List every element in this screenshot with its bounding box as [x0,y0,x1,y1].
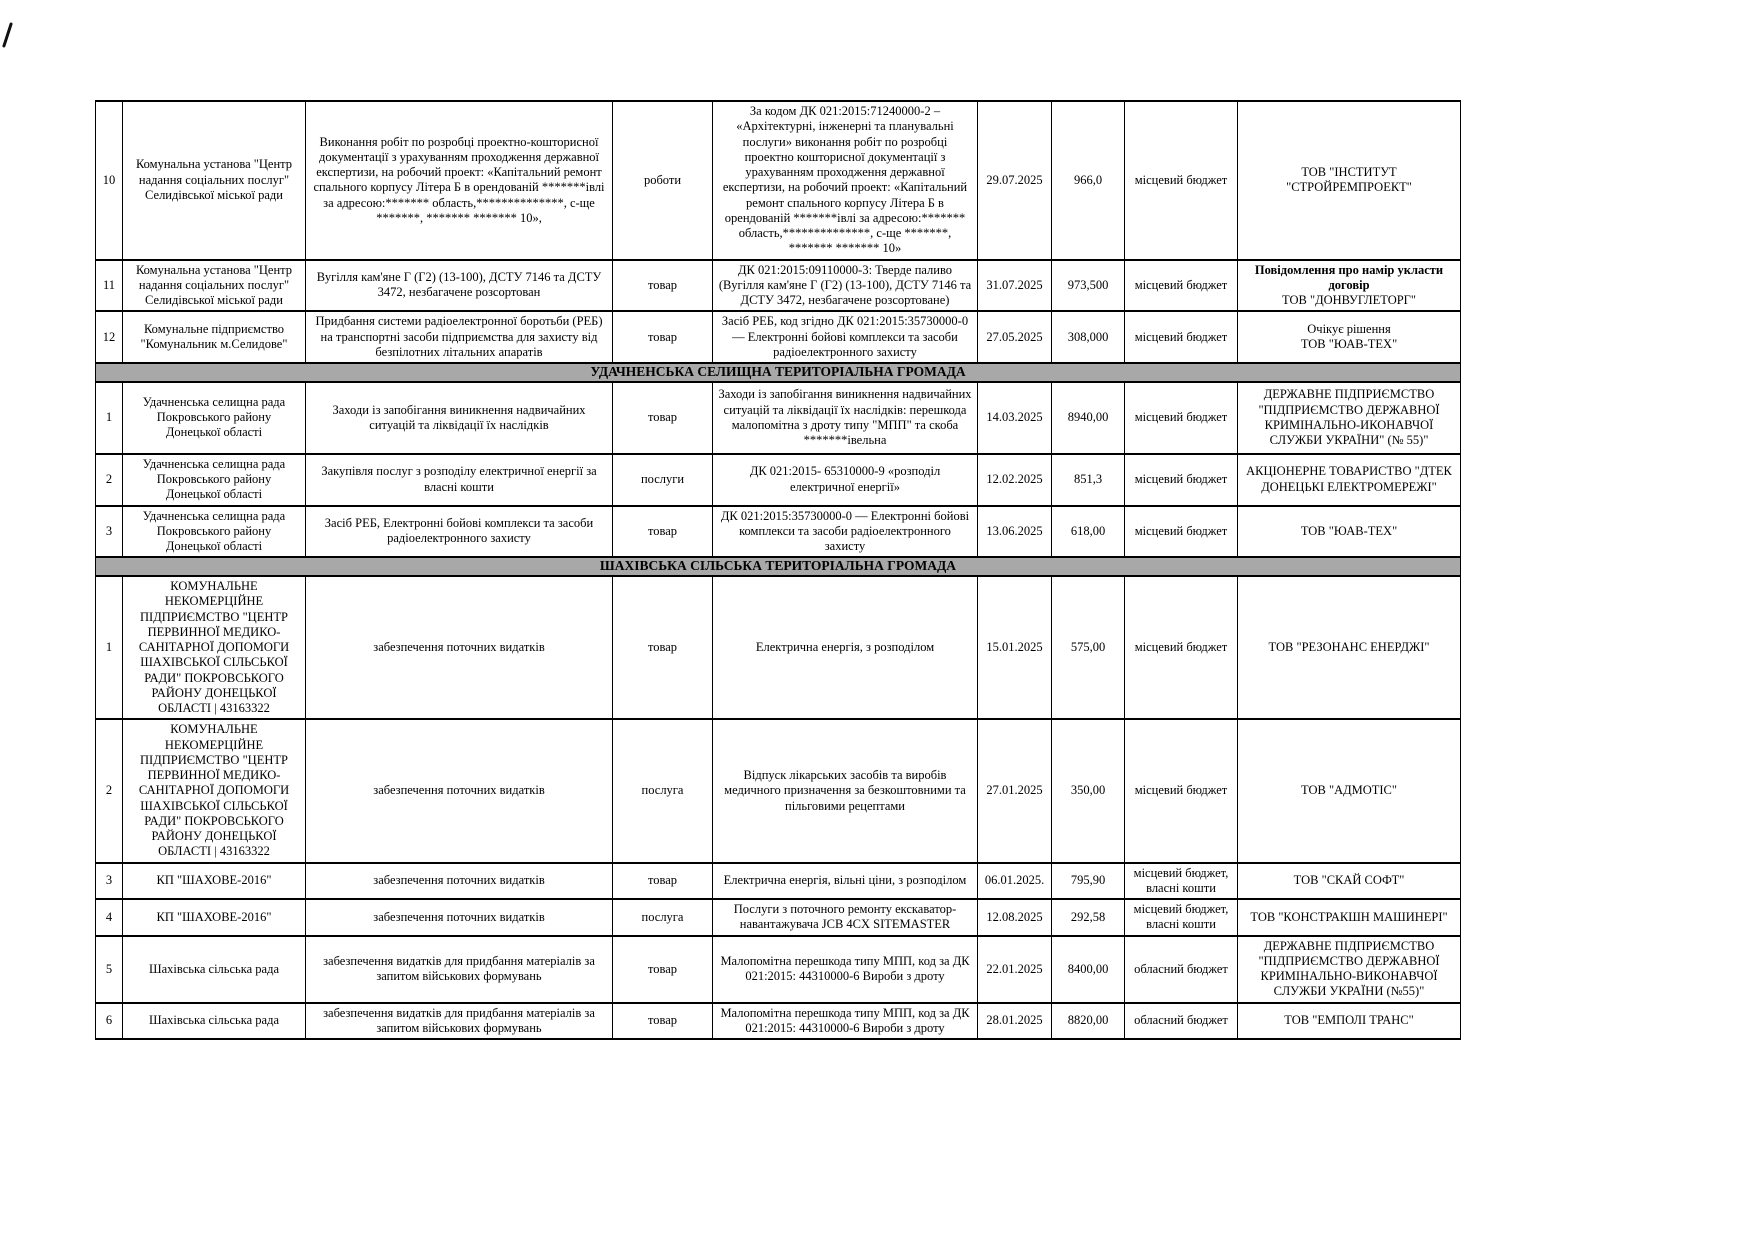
procurement-subject-cell: Вугілля кам'яне Г (Г2) (13-100), ДСТУ 7146 та ДСТУ 3472, незбагачене розсортован [306,260,613,312]
row-number-cell: 6 [96,1003,123,1040]
contractor-line: ДЕРЖАВНЕ ПІДПРИЄМСТВО "ПІДПРИЄМСТВО ДЕРЖАВНОЇ КРИМІНАЛЬНО-ВИКОНАВЧОЇ СЛУЖБИ УКРАЇНИ (№55)" [1258,938,1440,999]
procurement-type-cell: роботи [613,101,713,260]
procurement-type-cell: товар [613,863,713,900]
organization-cell: Удачненська селищна рада Покровського району Донецької області [123,454,306,506]
dk-code-description-cell: Заходи із запобігання виникнення надвичайних ситуацій та ліквідації їх наслідків: перешкода малопомітна з дроту типу "МПП" та скоба *******івельна [713,382,978,454]
dk-code-description-cell: ДК 021:2015:09110000-3: Тверде паливо (Вугілля кам'яне Г (Г2) (13-100), ДСТУ 7146 та ДСТУ 3472, незбагачене розсортоване) [713,260,978,312]
organization-cell: КП "ШАХОВЕ-2016" [123,863,306,900]
date-cell: 12.02.2025 [978,454,1052,506]
row-number-cell: 4 [96,899,123,936]
amount-cell: 8820,00 [1052,1003,1125,1040]
contractor-cell [1238,719,1461,862]
section-header-row [96,557,1461,576]
procurement-type-cell: товар [613,1003,713,1040]
contractor-cell [1238,863,1461,900]
budget-source-cell: обласний бюджет [1125,936,1238,1003]
table-row [96,260,1461,312]
contractor-line: ДЕРЖАВНЕ ПІДПРИЄМСТВО "ПІДПРИЄМСТВО ДЕРЖАВНОЇ КРИМІНАЛЬНО-ИКОНАВЧОЇ СЛУЖБИ УКРАЇНИ" (№ 55)" [1258,387,1440,448]
organization-cell: Комунальна установа "Центр надання соціальних послуг" Селидівської міської ради [123,101,306,260]
contractor-cell [1238,576,1461,719]
organization-cell: КП "ШАХОВЕ-2016" [123,899,306,936]
procurement-subject-cell: забезпечення поточних видатків [306,863,613,900]
budget-source-cell: місцевий бюджет, власні кошти [1125,863,1238,900]
date-cell: 28.01.2025 [978,1003,1052,1040]
procurement-subject-cell: Засіб РЕБ, Електронні бойові комплекси та засоби радіоелектронного захисту [306,506,613,558]
budget-source-cell: місцевий бюджет [1125,719,1238,862]
dk-code-description-cell: Відпуск лікарських засобів та виробів медичного призначення за безкоштовними та пільговими рецептами [713,719,978,862]
dk-code-description-cell: ДК 021:2015:35730000-0 — Електронні бойові комплекси та засоби радіоелектронного захисту [713,506,978,558]
date-cell: 27.01.2025 [978,719,1052,862]
budget-source-cell: місцевий бюджет [1125,454,1238,506]
organization-cell: Удачненська селищна рада Покровського району Донецької області [123,382,306,454]
date-cell: 06.01.2025. [978,863,1052,900]
budget-source-cell: місцевий бюджет [1125,382,1238,454]
scan-artifact-mark [2,22,13,48]
contractor-line: ТОВ "ЕМПОЛІ ТРАНС" [1284,1013,1414,1028]
contractor-line: Повідомлення про намір укласти договір [1254,262,1444,292]
table-row [96,311,1461,363]
organization-cell: КОМУНАЛЬНЕ НЕКОМЕРЦІЙНЕ ПІДПРИЄМСТВО "ЦЕНТР ПЕРВИННОЇ МЕДИКО-САНІТАРНОЇ ДОПОМОГИ ШАХІВСЬКОЇ СІЛЬСЬКОЇ РАДИ" ПОКРОВСЬКОГО РАЙОНУ ДОНЕЦЬКОЇ ОБЛАСТІ | 43163322 [123,719,306,862]
procurement-type-cell: товар [613,936,713,1003]
procurement-subject-cell: Придбання системи радіоелектронної боротьби (РЕБ) на транспортні засоби підприємства для захисту від безпілотних літальних апаратів [306,311,613,363]
date-cell: 29.07.2025 [978,101,1052,260]
amount-cell: 795,90 [1052,863,1125,900]
row-number-cell: 2 [96,454,123,506]
row-number-cell: 1 [96,576,123,719]
dk-code-description-cell: Послуги з поточного ремонту екскаватор-навантажувача JCB 4CX SITEMASTER [713,899,978,936]
dk-code-description-cell: Малопомітна перешкода типу МПП, код за ДК 021:2015: 44310000-6 Вироби з дроту [713,936,978,1003]
date-cell: 15.01.2025 [978,576,1052,719]
table-row [96,382,1461,454]
amount-cell: 966,0 [1052,101,1125,260]
dk-code-description-cell: Малопомітна перешкода типу МПП, код за ДК 021:2015: 44310000-6 Вироби з дроту [713,1003,978,1040]
contractor-line: ТОВ "КОНСТРАКШН МАШИНЕРІ" [1250,909,1448,924]
procurement-subject-cell: забезпечення видатків для придбання матеріалів за запитом військових формувань [306,936,613,1003]
contractor-cell [1238,101,1461,260]
organization-cell: Удачненська селищна рада Покровського району Донецької області [123,506,306,558]
procurement-table [95,100,1461,1040]
contractor-cell [1238,382,1461,454]
procurement-type-cell: товар [613,382,713,454]
table-row [96,719,1461,862]
procurement-type-cell: товар [613,506,713,558]
budget-source-cell: місцевий бюджет [1125,311,1238,363]
section-header: ШАХІВСЬКА СІЛЬСЬКА ТЕРИТОРІАЛЬНА ГРОМАДА [96,557,1461,576]
contractor-line: ТОВ "РЕЗОНАНС ЕНЕРДЖІ" [1268,640,1430,655]
contractor-line: ТОВ "ЮАВ-ТЕХ" [1300,523,1398,538]
table-row [96,101,1461,260]
procurement-type-cell: послуга [613,719,713,862]
amount-cell: 8400,00 [1052,936,1125,1003]
row-number-cell: 11 [96,260,123,312]
table-row [96,899,1461,936]
procurement-subject-cell: Заходи із запобігання виникнення надвичайних ситуацій та ліквідації їх наслідків [306,382,613,454]
contractor-cell [1238,311,1461,363]
amount-cell: 973,500 [1052,260,1125,312]
date-cell: 14.03.2025 [978,382,1052,454]
procurement-subject-cell: Виконання робіт по розробці проектно-кошторисної документації з урахуванням проходження державної експертизи, на робочий проект: «Капітальний ремонт спального корпусу Літера Б в орендованій *******івлі за адресою:******* область,**************, с-ще *******, ******* ******* 10», [306,101,613,260]
procurement-subject-cell: Закупівля послуг з розподілу електричної енергії за власні кошти [306,454,613,506]
procurement-subject-cell: забезпечення видатків для придбання матеріалів за запитом військових формувань [306,1003,613,1040]
contractor-cell [1238,506,1461,558]
dk-code-description-cell: Електрична енергія, з розподілом [713,576,978,719]
procurement-subject-cell: забезпечення поточних видатків [306,719,613,862]
amount-cell: 292,58 [1052,899,1125,936]
dk-code-description-cell: Електрична енергія, вільні ціни, з розподілом [713,863,978,900]
table-row [96,576,1461,719]
section-header: УДАЧНЕНСЬКА СЕЛИЩНА ТЕРИТОРІАЛЬНА ГРОМАДА [96,363,1461,382]
contractor-line: ТОВ "ДОНВУГЛЕТОРГ" [1282,293,1416,307]
contractor-line: ТОВ "АДМОТІС" [1301,783,1397,798]
row-number-cell: 3 [96,863,123,900]
budget-source-cell: обласний бюджет [1125,1003,1238,1040]
organization-cell: Шахівська сільська рада [123,1003,306,1040]
organization-cell: КОМУНАЛЬНЕ НЕКОМЕРЦІЙНЕ ПІДПРИЄМСТВО "ЦЕНТР ПЕРВИННОЇ МЕДИКО-САНІТАРНОЇ ДОПОМОГИ ШАХІВСЬКОЇ СІЛЬСЬКОЇ РАДИ" ПОКРОВСЬКОГО РАЙОНУ ДОНЕЦЬКОЇ ОБЛАСТІ | 43163322 [123,576,306,719]
amount-cell: 350,00 [1052,719,1125,862]
contractor-cell [1238,899,1461,936]
amount-cell: 8940,00 [1052,382,1125,454]
procurement-subject-cell: забезпечення поточних видатків [306,899,613,936]
contractor-line: ТОВ "СКАЙ СОФТ" [1293,873,1405,888]
contractor-cell [1238,454,1461,506]
section-header-row [96,363,1461,382]
procurement-table-body [96,101,1461,1039]
contractor-line: ТОВ "ІНСТИТУТ "СТРОЙРЕМПРОЕКТ" [1286,165,1412,195]
date-cell: 31.07.2025 [978,260,1052,312]
budget-source-cell: місцевий бюджет [1125,260,1238,312]
budget-source-cell: місцевий бюджет, власні кошти [1125,899,1238,936]
date-cell: 12.08.2025 [978,899,1052,936]
row-number-cell: 1 [96,382,123,454]
budget-source-cell: місцевий бюджет [1125,506,1238,558]
organization-cell: Комунальна установа "Центр надання соціальних послуг" Селидівської міської ради [123,260,306,312]
organization-cell: Комунальне підприємство "Комунальник м.Селидове" [123,311,306,363]
procurement-type-cell: послуги [613,454,713,506]
procurement-type-cell: послуга [613,899,713,936]
table-row [96,1003,1461,1040]
budget-source-cell: місцевий бюджет [1125,576,1238,719]
budget-source-cell: місцевий бюджет [1125,101,1238,260]
dk-code-description-cell: За кодом ДК 021:2015:71240000-2 – «Архітектурні, інженерні та планувальні послуги» виконання робіт по розробці проектно кошторисної документації з урахуванням проходження державної експертизи, на робочий проект: «Капітальний ремонт спального корпусу Літера Б в орендованій *******івлі за адресою:******* область,**************, с-ще *******, ******* ******* 10» [713,101,978,260]
organization-cell: Шахівська сільська рада [123,936,306,1003]
contractor-cell [1238,936,1461,1003]
date-cell: 13.06.2025 [978,506,1052,558]
date-cell: 27.05.2025 [978,311,1052,363]
amount-cell: 575,00 [1052,576,1125,719]
row-number-cell: 3 [96,506,123,558]
row-number-cell: 2 [96,719,123,862]
procurement-subject-cell: забезпечення поточних видатків [306,576,613,719]
procurement-type-cell: товар [613,576,713,719]
contractor-line: Очікує рішення [1307,321,1391,336]
table-row [96,863,1461,900]
contractor-line: ТОВ "ЮАВ-ТЕХ" [1300,337,1398,352]
contractor-line: АКЦІОНЕРНЕ ТОВАРИСТВО "ДТЕК ДОНЕЦЬКІ ЕЛЕКТРОМЕРЕЖІ" [1246,464,1452,494]
date-cell: 22.01.2025 [978,936,1052,1003]
table-row [96,454,1461,506]
row-number-cell: 12 [96,311,123,363]
amount-cell: 308,000 [1052,311,1125,363]
amount-cell: 618,00 [1052,506,1125,558]
procurement-type-cell: товар [613,311,713,363]
table-row [96,936,1461,1003]
amount-cell: 851,3 [1052,454,1125,506]
dk-code-description-cell: Засіб РЕБ, код згідно ДК 021:2015:35730000-0 — Електронні бойові комплекси та засоби радіоелектронного захисту [713,311,978,363]
table-row [96,506,1461,558]
dk-code-description-cell: ДК 021:2015- 65310000-9 «розподіл електричної енергії» [713,454,978,506]
contractor-cell [1238,1003,1461,1040]
row-number-cell: 10 [96,101,123,260]
contractor-cell [1238,260,1461,312]
row-number-cell: 5 [96,936,123,1003]
procurement-type-cell: товар [613,260,713,312]
